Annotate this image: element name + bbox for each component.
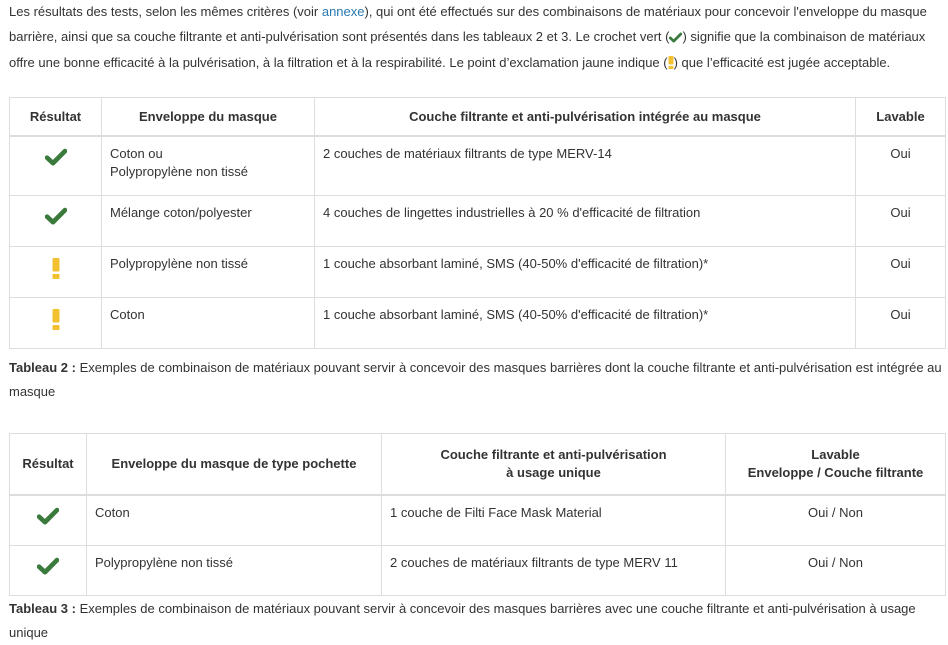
check-icon	[37, 507, 59, 530]
table-row	[10, 196, 946, 247]
layer-cell: 4 couches de lingettes industrielles à 20 % d'efficacité de filtration	[315, 196, 856, 247]
header-result: Résultat	[10, 434, 87, 496]
envelope-cell: Coton	[87, 495, 382, 546]
caption-text: Exemples de combinaison de matériaux pouvant servir à concevoir des masques barrières dont la couche filtrante et anti-pulvérisation est intégrée au masque	[9, 360, 942, 399]
table-row	[10, 247, 946, 298]
result-cell	[10, 495, 87, 546]
envelope-cell: Coton	[102, 298, 315, 349]
exclamation-icon	[52, 309, 60, 335]
caption-label: Tableau 3 :	[9, 601, 76, 616]
exclamation-icon	[52, 258, 60, 284]
result-cell	[10, 196, 102, 247]
intro-text-2: ), qui ont été effectués sur des combinaisons de matériaux pour concevoir l'enveloppe du masque barrière, ainsi que sa couche filtrante et anti-pulvérisation sont présentés dans les tableaux 2 et 3. Le crochet vert (	[9, 4, 927, 44]
header-line-1: Couche filtrante et anti-pulvérisation	[440, 447, 667, 462]
caption-label: Tableau 2 :	[9, 360, 76, 375]
washable-cell: Oui / Non	[726, 495, 946, 546]
check-icon	[45, 207, 67, 230]
envelope-line-2: Polypropylène non tissé	[110, 164, 249, 179]
washable-cell: Oui	[856, 298, 946, 349]
header-washable: Lavable	[856, 98, 946, 137]
materials-table-3	[9, 433, 946, 596]
header-envelope: Enveloppe du masque	[102, 98, 315, 137]
layer-cell: 2 couches de matériaux filtrants de type MERV 11	[382, 546, 726, 596]
caption-text: Exemples de combinaison de matériaux pouvant servir à concevoir des masques barrières avec une couche filtrante et anti-pulvérisation à usage unique	[9, 601, 916, 640]
intro-text-1: Les résultats des tests, selon les mêmes critères (voir	[9, 4, 322, 19]
table-header-row	[10, 98, 946, 137]
envelope-cell	[102, 136, 315, 196]
intro-text-4: ) que l’efficacité est jugée acceptable.	[673, 55, 891, 70]
header-envelope: Enveloppe du masque de type pochette	[87, 434, 382, 496]
annexe-link[interactable]: annexe	[321, 4, 365, 19]
washable-cell: Oui / Non	[726, 546, 946, 596]
washable-cell: Oui	[856, 196, 946, 247]
table-2-caption	[9, 356, 945, 404]
header-line-2: Enveloppe / Couche filtrante	[747, 465, 924, 480]
header-washable	[726, 434, 946, 496]
table-row	[10, 136, 946, 196]
washable-cell: Oui	[856, 136, 946, 196]
header-filter-layer	[382, 434, 726, 496]
header-filter-layer: Couche filtrante et anti-pulvérisation intégrée au masque	[315, 98, 856, 137]
table-3-caption	[9, 597, 945, 645]
materials-table-2	[9, 97, 946, 349]
header-line-2: à usage unique	[506, 465, 601, 480]
result-cell	[10, 546, 87, 596]
layer-cell: 1 couche de Filti Face Mask Material	[382, 495, 726, 546]
intro-text-3: ) signifie que la combinaison de matériaux offre une bonne efficacité à la pulvérisation, à la filtration et à la respirabilité. Le point d’exclamation jaune indique (	[9, 28, 926, 70]
layer-cell: 2 couches de matériaux filtrants de type MERV-14	[315, 136, 856, 196]
envelope-cell: Mélange coton/polyester	[102, 196, 315, 247]
envelope-line-1: Coton ou	[110, 146, 163, 161]
layer-cell: 1 couche absorbant laminé, SMS (40-50% d'efficacité de filtration)*	[315, 247, 856, 298]
layer-cell: 1 couche absorbant laminé, SMS (40-50% d'efficacité de filtration)*	[315, 298, 856, 349]
result-cell	[10, 136, 102, 196]
table-row	[10, 495, 946, 546]
washable-cell: Oui	[856, 247, 946, 298]
check-icon	[669, 27, 682, 52]
result-cell	[10, 298, 102, 349]
envelope-cell: Polypropylène non tissé	[102, 247, 315, 298]
header-line-1: Lavable	[811, 447, 860, 462]
header-result: Résultat	[10, 98, 102, 137]
table-row	[10, 298, 946, 349]
envelope-cell: Polypropylène non tissé	[87, 546, 382, 596]
table-row	[10, 546, 946, 596]
intro-paragraph	[9, 0, 944, 78]
table-header-row	[10, 434, 946, 496]
check-icon	[37, 557, 59, 580]
check-icon	[45, 148, 67, 171]
result-cell	[10, 247, 102, 298]
